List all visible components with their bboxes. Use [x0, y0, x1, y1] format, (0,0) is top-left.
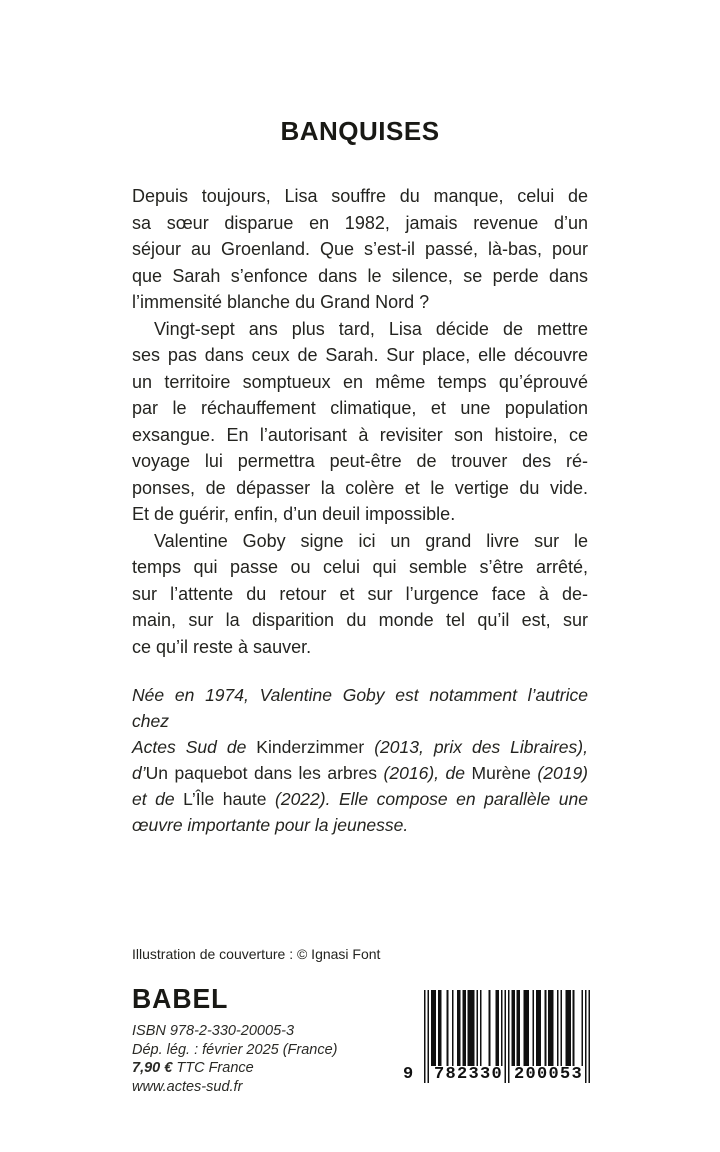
text-line: séjour au Groenland. Que s’est-il passé, là-bas, pour: [132, 239, 588, 259]
text-line: ce qu’il reste à sauver.: [132, 636, 312, 657]
text-line: Dép. lég. : février 2025 (France): [132, 1041, 338, 1058]
publisher-logo: BABEL: [132, 983, 229, 1014]
text-line: exsangue. En l’autorisant à revisiter son histoire, ce: [132, 424, 588, 445]
text-line: d’Un paquebot dans les arbres (2016), de Murène (2019): [132, 763, 589, 783]
text-line: main, sur la disparition du monde tel qu’il est, sur: [132, 610, 588, 630]
text-line: œuvre importante pour la jeunesse.: [132, 815, 409, 835]
barcode-digit-first: 9: [403, 1065, 414, 1084]
barcode-digits-left: 782330: [434, 1065, 504, 1084]
text-line: que Sarah s’enfonce dans le silence, se perde dans: [132, 265, 588, 286]
barcode-digits-right: 200053: [514, 1065, 584, 1084]
text-line: Actes Sud de Kinderzimmer (2013, prix des Libraires),: [132, 737, 588, 757]
text-line: ISBN 978-2-330-20005-3: [132, 1023, 295, 1039]
ean13-barcode: [403, 990, 590, 1090]
text-line: ses pas dans ceux de Sarah. Sur place, elle découvre: [132, 345, 588, 365]
text-line: Née en 1974, Valentine Goby est notamment l’autrice chez: [132, 685, 588, 731]
text-line: un territoire somptueux en même temps qu’éprouvé: [132, 371, 588, 392]
paragraph: [132, 316, 588, 528]
text-line: l’immensité blanche du Grand Nord ?: [132, 292, 430, 312]
text-line: Valentine Goby signe ici un grand livre sur le: [154, 530, 588, 551]
text-line: et de L’Île haute (2022). Elle compose en parallèle une: [132, 789, 588, 809]
author-bio: [132, 682, 588, 838]
text-line: sur l’attente du retour et sur l’urgence face à de-: [132, 583, 588, 604]
text-line: Depuis toujours, Lisa souffre du manque, celui de: [132, 186, 588, 206]
cover-illustration-credit: Illustration de couverture : © Ignasi Font: [132, 946, 381, 962]
paragraph: [132, 528, 588, 661]
text-line: temps qui passe ou celui qui semble s’être arrêté,: [132, 557, 588, 577]
text-line: 7,90 € TTC France: [132, 1060, 254, 1076]
text-line: ponses, de dépasser la colère et le vertige du vide.: [132, 477, 588, 498]
text-line: Et de guérir, enfin, d’un deuil impossible.: [132, 504, 456, 524]
synopsis-text: [132, 183, 588, 660]
paragraph: [132, 183, 588, 316]
text-line: voyage lui permettra peut-être de trouver des ré-: [132, 451, 588, 471]
text-line: www.actes-sud.fr: [132, 1078, 243, 1095]
text-line: par le réchauffement climatique, et une population: [132, 398, 588, 418]
book-title: BANQUISES: [280, 116, 440, 146]
isbn-colophon-block: [132, 1022, 338, 1096]
text-line: sa sœur disparue en 1982, jamais revenue d’un: [132, 212, 588, 233]
text-line: Vingt-sept ans plus tard, Lisa décide de mettre: [154, 318, 588, 339]
